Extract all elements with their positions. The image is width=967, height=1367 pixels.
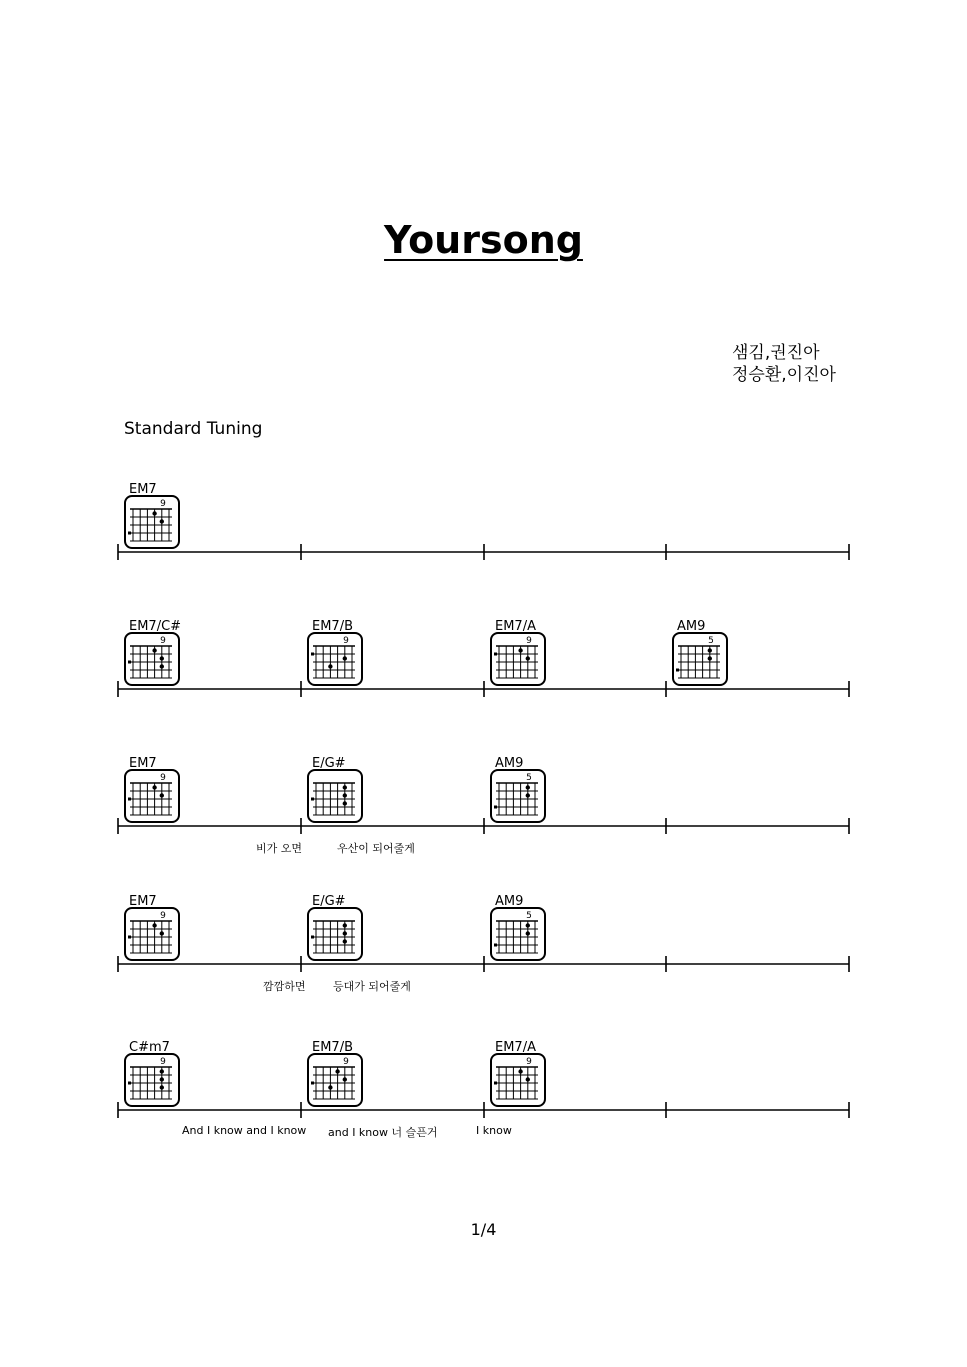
finger-dot: [328, 1085, 332, 1089]
lyric-text: I know: [476, 1124, 512, 1137]
chord-grid: [302, 1040, 366, 1110]
lyric-text: 깜깜하면: [263, 980, 306, 993]
page-number: 1/4: [470, 1220, 497, 1239]
fret-number: 9: [160, 636, 166, 646]
chord-name: AM9: [495, 756, 524, 771]
credits-line-2: 정승환,이진아: [732, 365, 836, 385]
lyric-text: 비가 오면: [256, 842, 303, 855]
chord-diagram: [119, 1040, 183, 1110]
chord-name: E/G#: [312, 894, 346, 909]
chord-name: AM9: [495, 894, 524, 909]
fret-number: 9: [526, 1057, 532, 1067]
chord-grid: [119, 1040, 183, 1110]
finger-dot: [160, 1077, 164, 1081]
chord-name: C#m7: [129, 1040, 170, 1055]
chord-name: EM7/A: [495, 619, 536, 634]
finger-dot: [518, 1069, 522, 1073]
chord-name: EM7: [129, 756, 157, 771]
fret-number: 9: [160, 773, 166, 783]
credits-line-1: 샘김,권진아: [732, 343, 820, 363]
root-marker: [128, 1082, 131, 1085]
fret-number: 9: [160, 499, 166, 509]
chord-name: EM7/B: [312, 619, 353, 634]
finger-dot: [526, 1077, 530, 1081]
root-marker: [494, 1082, 497, 1085]
chord-diagram: [485, 1040, 549, 1110]
fret-number: 9: [160, 1057, 166, 1067]
root-marker: [311, 1082, 314, 1085]
chord-name: AM9: [677, 619, 706, 634]
finger-dot: [343, 1077, 347, 1081]
finger-dot: [160, 1069, 164, 1073]
lyric-text: and I know 너 슬픈거: [328, 1126, 438, 1139]
chord-name: EM7: [129, 894, 157, 909]
tuning-label: Standard Tuning: [124, 419, 263, 439]
fret-number: 5: [708, 636, 714, 646]
chord-name: EM7/C#: [129, 619, 182, 634]
fret-number: 5: [526, 773, 532, 783]
lyric-text: And I know and I know: [182, 1124, 307, 1137]
chord-diagram: [302, 1040, 366, 1110]
finger-dot: [160, 1085, 164, 1089]
lyric-text: 등대가 되어줄게: [333, 980, 411, 993]
chord-name: EM7/B: [312, 1040, 353, 1055]
song-title: Yoursong: [384, 218, 583, 262]
chord-name: E/G#: [312, 756, 346, 771]
chord-name: EM7/A: [495, 1040, 536, 1055]
fret-number: 9: [526, 636, 532, 646]
finger-dot: [335, 1069, 339, 1073]
fret-number: 9: [343, 1057, 349, 1067]
chord-name: EM7: [129, 482, 157, 497]
fret-number: 9: [160, 911, 166, 921]
chord-grid: [485, 1040, 549, 1110]
lyric-text: 우산이 되어줄게: [337, 842, 415, 855]
fret-number: 5: [526, 911, 532, 921]
fret-number: 9: [343, 636, 349, 646]
